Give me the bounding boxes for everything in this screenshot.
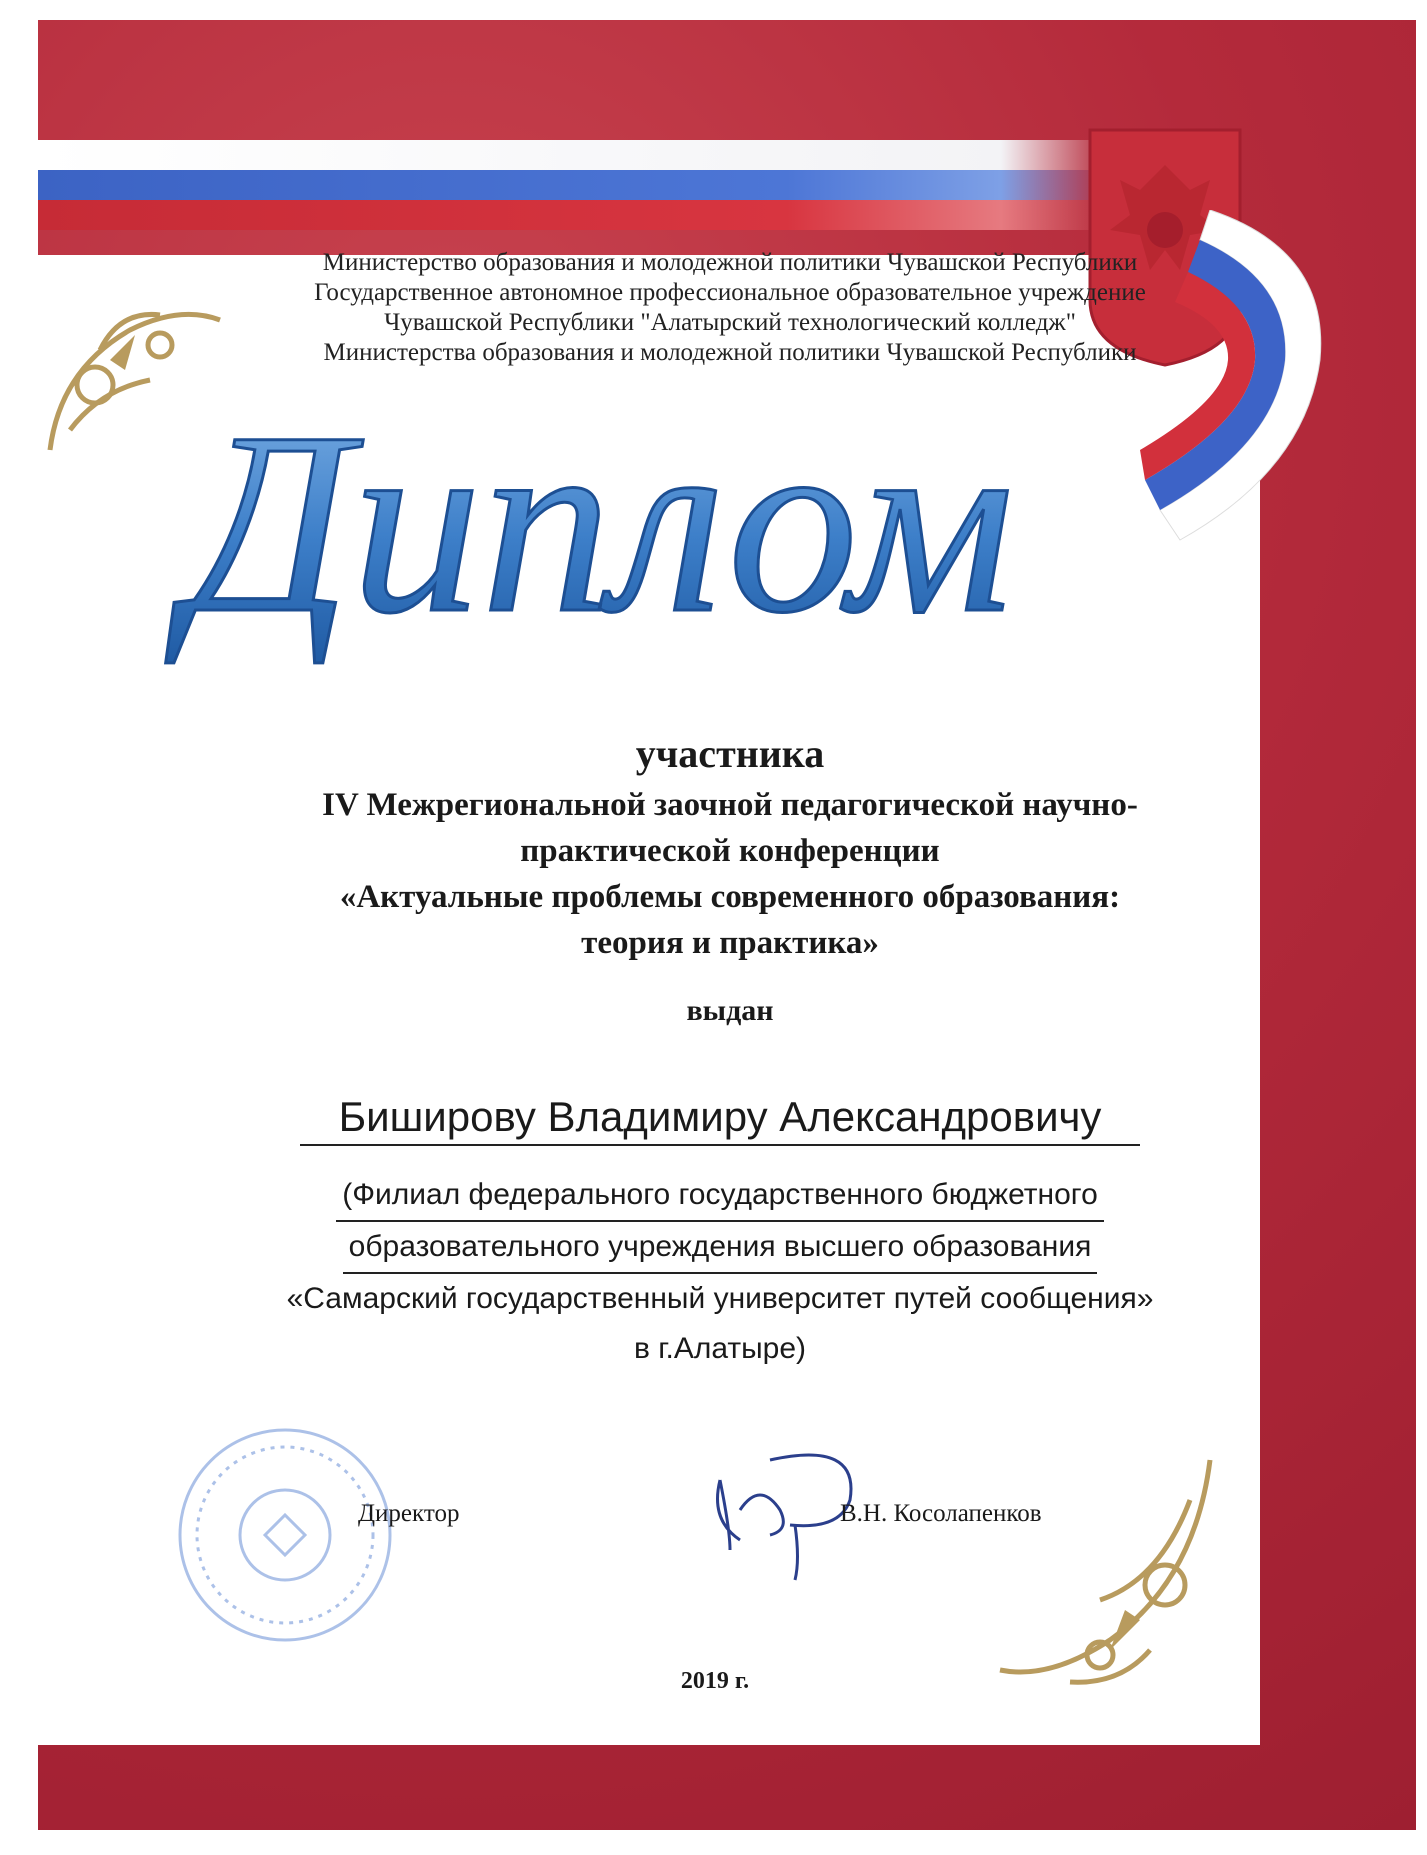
director-name: В.Н. Косолапенков <box>840 1500 1042 1527</box>
header-line: Чувашской Республики "Алатырский технологический колледж" <box>384 309 1076 336</box>
header-line: Министерство образования и молодежной политики Чувашской Республики <box>322 249 1138 276</box>
issuer-header <box>250 248 1210 368</box>
flag-red-stripe <box>38 200 1108 230</box>
header-line: Государственное автономное профессиональное образовательное учреждение <box>314 279 1146 306</box>
conference-line: практической конференции <box>520 833 940 869</box>
conference-line: «Актуальные проблемы современного образования: <box>339 879 1121 915</box>
director-label: Директор <box>358 1500 460 1527</box>
issued-label: выдан <box>686 994 774 1027</box>
conference-line: теория и практика» <box>581 925 879 961</box>
organization-line: (Филиал федерального государственного бюджетного <box>336 1170 1104 1222</box>
conference-line: IV Межрегиональной заочной педагогической научно- <box>322 787 1138 823</box>
organization-line: «Самарский государственный университет путей сообщения» <box>286 1282 1154 1315</box>
flag-blue-stripe <box>38 170 1108 200</box>
gold-ornament-top-left-icon <box>40 290 230 460</box>
header-line: Министерства образования и молодежной политики Чувашской Республики <box>323 339 1137 366</box>
flag-white-stripe <box>38 140 1108 170</box>
participant-label: участника <box>635 731 825 776</box>
recipient-organization <box>240 1170 1200 1374</box>
diploma-title <box>80 365 1120 665</box>
official-stamp-icon <box>170 1420 400 1650</box>
diploma-title-text: Диплом <box>186 379 1014 665</box>
issue-year: 2019 г. <box>680 1668 750 1694</box>
tricolor-flag-band <box>38 140 1108 230</box>
gold-ornament-bottom-right-icon <box>990 1450 1220 1700</box>
award-text <box>250 730 1210 1030</box>
organization-line: образовательного учреждения высшего образования <box>343 1222 1098 1274</box>
recipient-name: Биширову Владимиру Александровичу <box>300 1090 1140 1146</box>
organization-line: в г.Алатыре) <box>633 1332 807 1365</box>
